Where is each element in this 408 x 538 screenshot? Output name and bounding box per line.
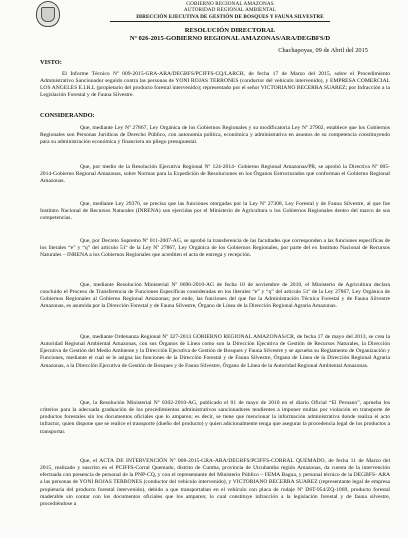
document-date: Chachapoyas, 09 de Abril del 2015 — [278, 47, 368, 54]
document-header — [60, 1, 400, 20]
considerando-heading: CONSIDERANDO: — [40, 112, 95, 119]
considerando-paragraph-3: Que, mediante Ley 29376, se precisa que las funciones otorgadas por la Ley Nº 27308, Ley Forestal y de Fauna Silvestre, al que fue Instituto Nacional de Recursos Naturales (INRENA) son ejercidas por el Ministerio de Agricultura o los Gobiernos Regionales dentro del marco de sus competencias. — [40, 201, 390, 222]
visto-heading: VISTO: — [40, 59, 62, 66]
considerando-paragraph-5: Que, mediante Resolución Ministerial Nº 0696-2010-AG de fecha 10 de noviembre de 2010, el Ministerio de Agricultura declara concluido el Proceso de Transferencia de Funciones Específicas consideradas en los literales “e” y “q” del artículo 51º de la Ley 27867, Ley Orgánica de Gobiernos Regionales al Gobierno Regional Amazonas; por ende, las funciones del que fue la Administración Técnica Forestal y de Fauna Silvestre Amazonas, es asumida por la Dirección Forestal y de Fauna Silvestre, Órgano de Línea de la Dirección Regional Agraria Amazonas. — [40, 282, 390, 310]
resolution-number: Nº 026-2015-GOBIERNO REGIONAL AMAZONAS/ARA/DEGBFS/D — [129, 35, 331, 42]
resolution-heading — [60, 27, 400, 43]
header-line-government: GOBIERNO REGIONAL AMAZONAS — [186, 1, 274, 7]
regional-seal-icon — [36, 1, 60, 27]
header-line-directorate: DIRECCIÓN EJECUTIVA DE GESTIÓN DE BOSQUES Y FAUNA SILVESTRE — [136, 13, 324, 20]
header-divider — [110, 21, 330, 22]
considerando-paragraph-6: Que, mediante Ordenanza Regional Nº 327-2013 GOBIERNO REGIONAL AMAZONAS/CR, de fecha 17 de mayo del 2013, se crea la Autoridad Regional Ambiental Amazonas, con sus Órganos de Línea como son la Dirección Ejecutiva de Gestión de Recursos Naturales, la Dirección Ejecutiva de Gestión del Medio Ambiente y la Dirección Ejecutiva de Gestión de Bosques y Fauna Silvestre y se aprueba su Reglamento de Organización y Funciones, mediante el cual se le asigna las funciones de la Dirección Forestal y de Fauna Silvestre, Órgano de Línea de la Dirección Regional Agraria Amazonas, a la Dirección Ejecutiva de Gestión de Bosques y de Fauna Silvestre, Órgano de Línea de la Autoridad Regional Ambiental Amazonas. — [40, 334, 390, 369]
header-line-authority: AUTORIDAD REGIONAL AMBIENTAL — [183, 7, 277, 14]
considerando-paragraph-8: Que, el ACTA DE INTERVENCIÓN Nº 008-2015-GRA-ARA/DEGBFS/PCIFFS-CORRAL QUEMADO, de fecha 11 de Marzo del 2015, realizado y suscrito en el PCIFFS-Corral Quemado, distrito de Cumba, provincia de Utcubamba región Amazonas, da cuenta de la intervención efectuada con presencia de personal de la PNP-CQ, y con el representante del Ministerio Público – FEMA Bagua, y personal técnico de la DEGBFS- ARA a las personas de YONI ROJAS TERRONES (conductor del vehículo intervenido), y VICTORIANO BECERRA SUAREZ (representante legal de empresa propietaria del producto forestal intervenido), debido a que transportaban en el vehículo con placa de rodaje Nº D6T-954/ZQ-1069, producto forestal maderable sin contar con los documentos oficiales que los amparen; lo cual constituye infracción a la legislación forestal y de fauna silvestre, procediéndose a — [40, 458, 390, 507]
considerando-paragraph-4: Que, por Decreto Supremo Nº 011-2007-AG, se aprobó la transferencia de las facultades que corresponden a las funciones específicas de los literales “e” y “q” del artículo 51º de la Ley Nº 27867, Ley Orgánica de los Gobiernos Regionales, por parte del ex Instituto Nacional de Recursos Naturales – INRENA a los Gobiernos Regionales que acrediten el acta de entrega y recepción. — [40, 238, 390, 259]
considerando-paragraph-7: Que, la Resolución Ministerial Nº 0302-2010-AG, publicado el 01 de mayo de 2010 en el diario Oficial “El Peruano”, aprueba los criterios para la adecuada graduación de los procedimientos administrativos sancionadores tendientes a imponer multas por violación en transporte de productos forestales sin los documentos oficiales que lo amparen; es decir, se tiene que mencionar la información administrativa donde realiza el acto infractor, quien dispone que se realice el transporte (dueño del producto) y quien adicionalmente tenga que asegurar la procedencia legal de los productos a transportar. — [40, 400, 390, 435]
considerando-paragraph-1: Que, mediante Ley Nº 27867, Ley Orgánica de los Gobiernos Regionales y su modificatoria Ley Nº 27902, establece que los Gobiernos Regionales son Personas Jurídicas de Derecho Público, con autonomía política, económica y administrativa en asuntos de su competencia constituyendo para su administración económica y financiera un pliego presupuestal. — [40, 125, 390, 146]
visto-paragraph: El Informe Técnico Nº 009-2015-GRA-ARA/DEGBFS/PCIFFS-CQ/LARCH, de fecha 17 de Marzo del 2015, sobre el Procedimiento Administrativo Sancionador seguido contra las personas de YONI ROJAS TERRONES (conductor del vehículo intervenido), y EMPRESA COMERCIAL LOS ANGELES E.I.R.L (propietario del producto forestal intervenido); representado por el señor VICTORIANO BECERRA SUAREZ; por Infracción a la Legislación Forestal y de Fauna Silvestre. — [40, 71, 390, 99]
considerando-paragraph-2: Que, por medio de la Resolución Ejecutiva Regional Nº 124-2014- Gobierno Regional Amazonas/PR, se aprobó la Directiva Nº 005-2014-Gobierno Regional Amazonas, sobre Normas para la Expedición de Resoluciones en los Órganos Estructurados que conforman el Gobierno Regional Amazonas. — [40, 164, 390, 185]
resolution-title: RESOLUCIÓN DIRECTORAL — [184, 27, 276, 34]
